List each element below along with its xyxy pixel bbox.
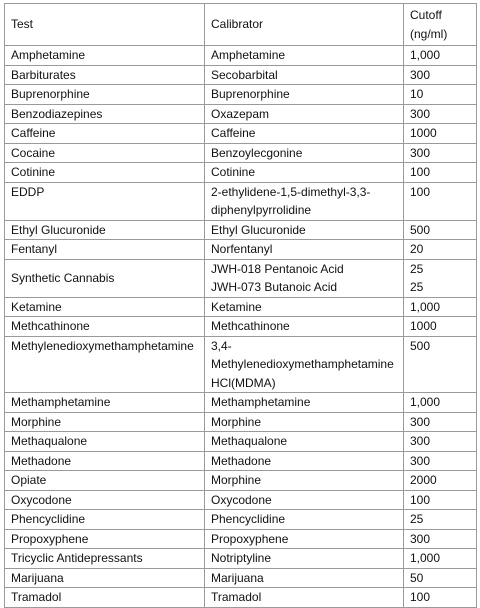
cell-test: Propoxyphene (5, 529, 205, 549)
cell-calibrator: Methaqualone (205, 432, 404, 452)
table-row (5, 529, 477, 549)
table-row (5, 259, 477, 297)
cell-calibrator: JWH-018 Pentanoic Acid JWH-073 Butanoic Acid (205, 259, 404, 297)
table-row (5, 490, 477, 510)
cell-calibrator: Oxycodone (205, 490, 404, 510)
cell-cutoff: 100 (404, 588, 477, 608)
cell-cutoff: 100 (404, 490, 477, 510)
table-row (5, 143, 477, 163)
table-row (5, 220, 477, 240)
cell-calibrator: Marijuana (205, 568, 404, 588)
cell-test: Cocaine (5, 143, 205, 163)
cell-cutoff: 1,000 (404, 549, 477, 569)
cell-calibrator: Notriptyline (205, 549, 404, 569)
cell-calibrator: Phencyclidine (205, 510, 404, 530)
cell-test: Ketamine (5, 297, 205, 317)
cell-test: Caffeine (5, 124, 205, 144)
cell-calibrator: Secobarbital (205, 65, 404, 85)
cell-calibrator: 3,4- Methylenedioxymethamphetamine HCl(MDMA) (205, 336, 404, 393)
cell-cutoff: 1,000 (404, 46, 477, 66)
cell-test: Marijuana (5, 568, 205, 588)
cell-cutoff: 1000 (404, 317, 477, 337)
table-row (5, 510, 477, 530)
table-row (5, 46, 477, 66)
cell-cutoff: 500 (404, 220, 477, 240)
cell-cutoff: 25 25 (404, 259, 477, 297)
cell-cutoff: 25 (404, 510, 477, 530)
cell-calibrator: Norfentanyl (205, 240, 404, 260)
cell-test: Oxycodone (5, 490, 205, 510)
cell-test: Fentanyl (5, 240, 205, 260)
cell-test: Barbiturates (5, 65, 205, 85)
cell-test: Methaqualone (5, 432, 205, 452)
table-row (5, 163, 477, 183)
cell-calibrator: Morphine (205, 412, 404, 432)
cell-cutoff: 300 (404, 451, 477, 471)
header-calibrator: Calibrator (205, 4, 404, 46)
header-test: Test (5, 4, 205, 46)
cell-cutoff: 20 (404, 240, 477, 260)
cell-test: Morphine (5, 412, 205, 432)
cell-cutoff: 300 (404, 143, 477, 163)
cell-cutoff: 1,000 (404, 297, 477, 317)
cell-test: EDDP (5, 182, 205, 220)
cell-cutoff: 1000 (404, 124, 477, 144)
cell-test: Tramadol (5, 588, 205, 608)
drug-cutoff-table (4, 3, 477, 608)
cell-calibrator: Methcathinone (205, 317, 404, 337)
table-row (5, 182, 477, 220)
cell-test: Methamphetamine (5, 393, 205, 413)
cell-test: Methcathinone (5, 317, 205, 337)
cell-cutoff: 10 (404, 85, 477, 105)
cell-test: Methadone (5, 451, 205, 471)
cell-calibrator: Cotinine (205, 163, 404, 183)
cell-cutoff: 1,000 (404, 393, 477, 413)
cell-test: Synthetic Cannabis (5, 259, 205, 297)
cell-calibrator: Caffeine (205, 124, 404, 144)
table-row (5, 568, 477, 588)
header-cutoff: Cutoff (ng/ml) (404, 4, 477, 46)
cell-test: Tricyclic Antidepressants (5, 549, 205, 569)
cell-cutoff: 300 (404, 412, 477, 432)
cell-calibrator: Amphetamine (205, 46, 404, 66)
cell-test: Benzodiazepines (5, 104, 205, 124)
cell-test: Opiate (5, 471, 205, 491)
cell-calibrator: Morphine (205, 471, 404, 491)
table-body (5, 4, 477, 608)
table-row (5, 124, 477, 144)
cell-calibrator: Propoxyphene (205, 529, 404, 549)
cell-test: Methylenedioxymethamphetamine (5, 336, 205, 393)
table-row (5, 471, 477, 491)
cell-cutoff: 300 (404, 65, 477, 85)
cell-calibrator: Oxazepam (205, 104, 404, 124)
table-row (5, 588, 477, 608)
cell-calibrator: Benzoylecgonine (205, 143, 404, 163)
cell-test: Phencyclidine (5, 510, 205, 530)
cell-cutoff: 300 (404, 104, 477, 124)
cell-test: Ethyl Glucuronide (5, 220, 205, 240)
table-row (5, 65, 477, 85)
table-row (5, 240, 477, 260)
table-row (5, 451, 477, 471)
table-row (5, 297, 477, 317)
table-row (5, 549, 477, 569)
cell-calibrator: Ethyl Glucuronide (205, 220, 404, 240)
table-header-row (5, 4, 477, 46)
table-row (5, 412, 477, 432)
cell-cutoff: 100 (404, 182, 477, 220)
cell-cutoff: 2000 (404, 471, 477, 491)
cell-calibrator: Ketamine (205, 297, 404, 317)
cell-test: Buprenorphine (5, 85, 205, 105)
cell-test: Cotinine (5, 163, 205, 183)
cell-calibrator: 2-ethylidene-1,5-dimethyl-3,3- diphenylpyrrolidine (205, 182, 404, 220)
table-row (5, 393, 477, 413)
table-row (5, 104, 477, 124)
cell-cutoff: 300 (404, 529, 477, 549)
table-row (5, 336, 477, 393)
cell-calibrator: Methadone (205, 451, 404, 471)
cell-cutoff: 300 (404, 432, 477, 452)
cell-calibrator: Buprenorphine (205, 85, 404, 105)
cell-test: Amphetamine (5, 46, 205, 66)
cell-cutoff: 100 (404, 163, 477, 183)
table-row (5, 85, 477, 105)
table-row (5, 432, 477, 452)
table-row (5, 317, 477, 337)
cell-calibrator: Tramadol (205, 588, 404, 608)
cell-calibrator: Methamphetamine (205, 393, 404, 413)
cell-cutoff: 500 (404, 336, 477, 393)
cell-cutoff: 50 (404, 568, 477, 588)
